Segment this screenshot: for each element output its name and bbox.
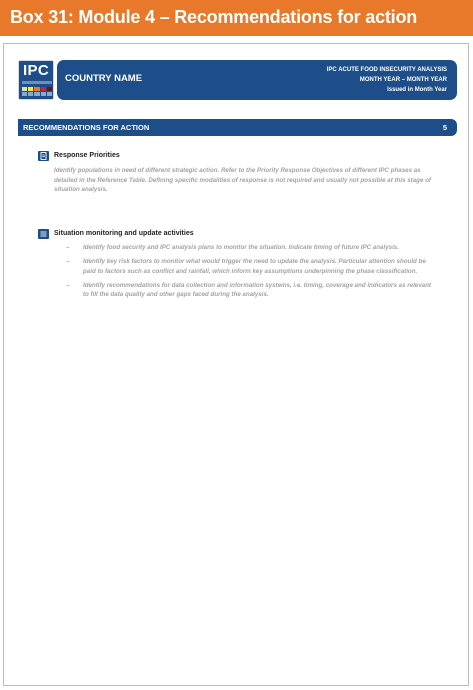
section-title: RECOMMENDATIONS FOR ACTION	[23, 123, 150, 132]
list-item-text: Identify recommendations for data collection and information systems, i.e. timing, coverage and indicators as relevant to fill the data quality and other gaps faced during the analysis.	[83, 281, 431, 299]
ipc-logo-text: IPC	[23, 62, 49, 79]
country-name: COUNTRY NAME	[65, 73, 143, 84]
clipboard-icon	[38, 151, 49, 161]
document-page	[3, 43, 469, 686]
list-item	[66, 243, 438, 253]
box-header	[0, 0, 473, 36]
list-item-text: Identify food security and IPC analysis plans to monitor the situation. Indicate timing of future IPC analysis.	[83, 244, 399, 251]
issued-date: Issued in Month Year	[387, 87, 447, 93]
section-header	[18, 119, 457, 136]
ipc-logo-subtitle-strip	[22, 81, 52, 84]
section-number: 5	[442, 123, 447, 132]
box-title: Box 31: Module 4 – Recommendations for action	[10, 7, 418, 27]
situation-monitoring-heading: Situation monitoring and update activities	[54, 230, 194, 237]
dash-bullet: –	[66, 258, 70, 266]
analysis-title: IPC ACUTE FOOD INSECURITY ANALYSIS	[326, 67, 447, 73]
list-item	[66, 281, 438, 300]
situation-monitoring-list	[66, 243, 438, 304]
response-priorities-text: Identify populations in need of different strategic action. Refer to the Priority Response Objectives of different IPC phases as detailed in the Reference Table. Defining specific modalities of response is not required and usually not possible at this stage of situation analysis.	[54, 167, 431, 194]
list-item	[66, 257, 438, 276]
header-meta	[327, 65, 447, 95]
analysis-period: MONTH YEAR – MONTH YEAR	[359, 77, 447, 83]
response-priorities-heading: Response Priorities	[54, 152, 120, 159]
list-icon	[38, 229, 49, 239]
list-item-text: Identify key risk factors to monitor what would trigger the need to update the analysis. Particular attention should be paid to factors such as conflict and rainfall, which inform key assumptions underpinning the phase classification.	[83, 258, 426, 275]
report-header-bar	[57, 60, 457, 100]
ipc-logo	[18, 60, 54, 100]
dash-bullet: –	[66, 244, 70, 251]
ipc-phase-color-bars	[22, 87, 52, 96]
dash-bullet: –	[66, 281, 70, 289]
